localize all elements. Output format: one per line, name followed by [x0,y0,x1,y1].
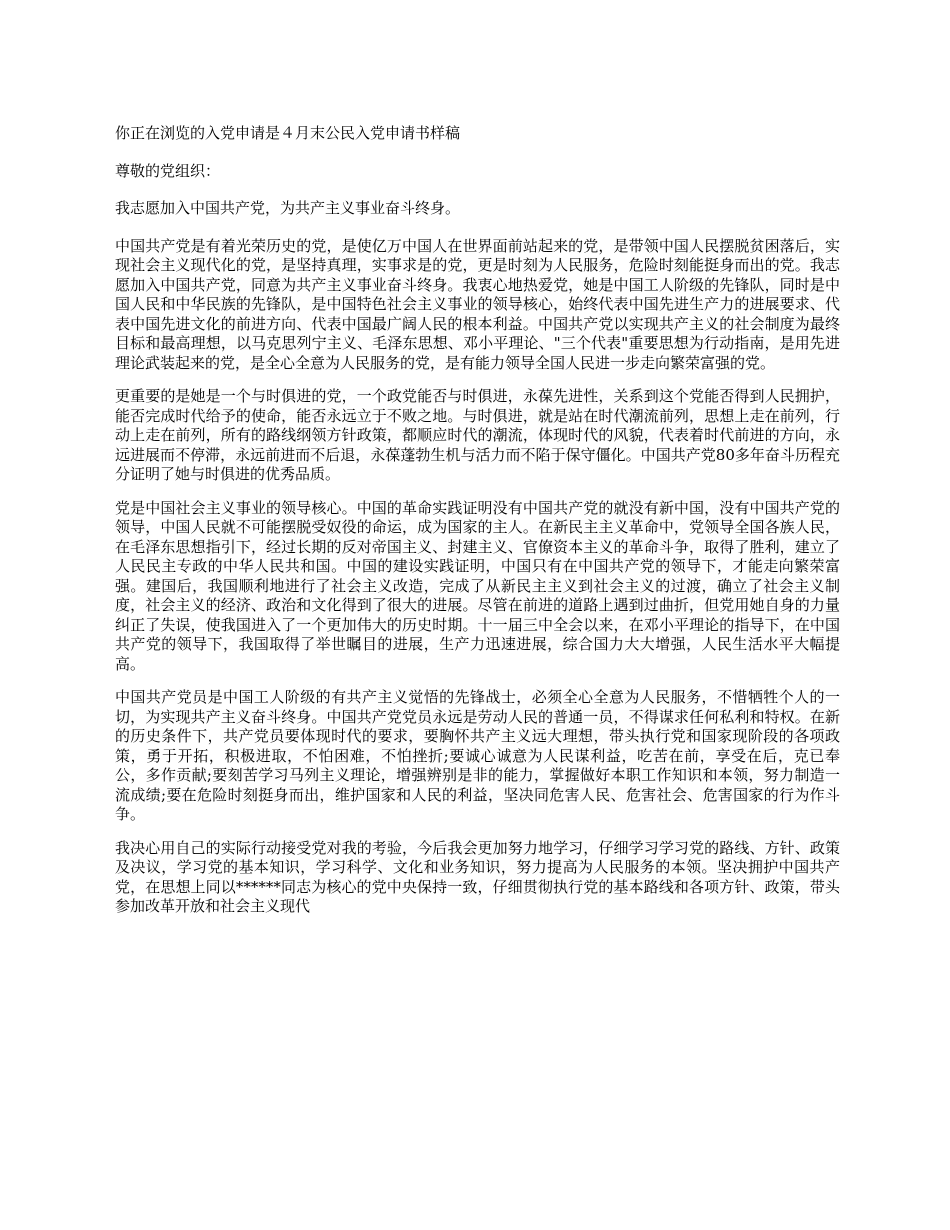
paragraph-resolution: 我决心用自己的实际行动接受党对我的考验，今后我会更加努力地学习，仔细学习学习党的路线、方针、政策及决议，学习党的基本知识，学习科学、文化和业务知识，努力提高为人民服务的本领。坚决拥护中国共产党，在思想上同以******同志为核心的党中央保持一致，仔细贯彻执行党的基本路线和各项方针、政策，带头参加改革开放和社会主义现代 [115,838,840,915]
paragraph-leadership-core: 党是中国社会主义事业的领导核心。中国的革命实践证明没有中国共产党的就没有新中国，没有中国共产党的领导，中国人民就不可能摆脱受奴役的命运，成为国家的主人。在新民主主义革命中，党领导全国各族人民，在毛泽东思想指引下，经过长期的反对帝国主义、封建主义、官僚资本主义的革命斗争，取得了胜利，建立了人民民主专政的中华人民共和国。中国的建设实践证明，中国只有在中国共产党的领导下，才能走向繁荣富强。建国后，我国顺利地进行了社会主义改造，完成了从新民主主义到社会主义的过渡，确立了社会主义制度，社会主义的经济、政治和文化得到了很大的进展。尽管在前进的道路上遇到过曲折，但党用她自身的力量纠正了失误，使我国进入了一个更加伟大的历史时期。十一届三中全会以来，在邓小平理论的指导下，在中国共产党的领导下，我国取得了举世瞩目的进展，生产力迅速进展，综合国力大大增强，人民生活水平大幅提高。 [115,498,840,673]
paragraph-member-duties: 中国共产党员是中国工人阶级的有共产主义觉悟的先锋战士，必须全心全意为人民服务，不惜牺牲个人的一切，为实现共产主义奋斗终身。中国共产党党员永远是劳动人民的普通一员，不得谋求任何私利和特权。在新的历史条件下，共产党员要体现时代的要求，要胸怀共产主义远大理想，带头执行党和国家现阶段的各项政策，勇于开拓，积极进取，不怕困难，不怕挫折;要诚心诚意为人民谋利益，吃苦在前，享受在后，克已奉公，多作贡献;要刻苦学习马列主义理论，增强辨别是非的能力，掌握做好本职工作知识和本领，努力制造一流成绩;要在危险时刻挺身而出，维护国家和人民的利益，坚决同危害人民、危害社会、危害国家的行为作斗争。 [115,688,840,823]
document-page [115,124,840,931]
document-header-line: 你正在浏览的入党申请是４月末公民入党申请书样稿 [115,124,461,142]
paragraph-party-history: 中国共产党是有着光荣历史的党，是使亿万中国人在世界面前站起来的党，是带领中国人民摆脱贫困落后，实现社会主义现代化的党，是坚持真理，实事求是的党，更是时刻为人民服务，危险时刻能挺身而出的党。我志愿加入中国共产党，同意为共产主义事业奋斗终身。我衷心地热爱党，她是中国工人阶级的先锋队，同时是中国人民和中华民族的先锋队，是中国特色社会主义事业的领导核心，始终代表中国先进生产力的进展要求、代表中国先进文化的前进方向、代表中国最广阔人民的根本利益。中国共产党以实现共产主义的社会制度为最终目标和最高理想，以马克思列宁主义、毛泽东思想、邓小平理论、"三个代表"重要思想为行动指南，是用先进理论武装起来的党，是全心全意为人民服务的党，是有能力领导全国人民进一步走向繁荣富强的党。 [115,236,840,372]
paragraph-advancing-with-times: 更重要的是她是一个与时俱进的党，一个政党能否与时俱进，永葆先进性，关系到这个党能否得到人民拥护，能否完成时代给予的使命，能否永远立于不败之地。与时俱进，就是站在时代潮流前列，思想上走在前列，行动上走在前列，所有的路线纲领方针政策，都顺应时代的潮流，体现时代的风貌，代表着时代前进的方向，永远进展而不停滞，永远前进而不后退，永葆蓬勃生机与活力而不陷于保守僵化。中国共产党80多年奋斗历程充分证明了她与时俱进的优秀品质。 [115,387,840,483]
salutation: 尊敬的党组织： [115,161,221,180]
paragraph-declaration: 我志愿加入中国共产党，为共产主义事业奋斗终身。 [115,199,461,217]
